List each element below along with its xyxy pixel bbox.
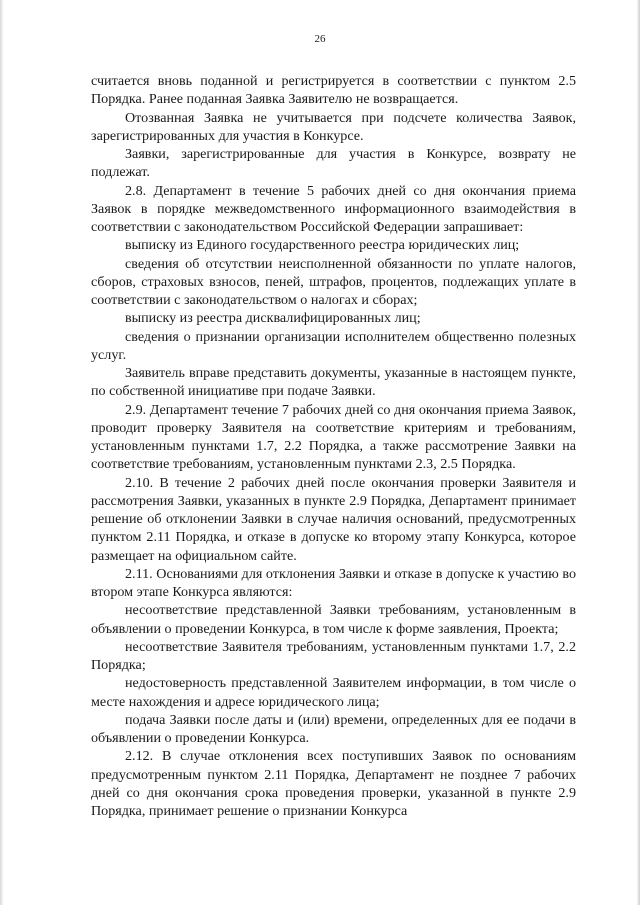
paragraph-clause-2-10: 2.10. В течение 2 рабочих дней после окончания проверки Заявителя и рассмотрения Заявки, указанных в пункте 2.9 Порядка, Департамент принимает решение об отклонении Заявки в случае наличия оснований, предусмотренных пунктом 2.11 Порядка, и отказе в допуске ко второму этапу Конкурса, которое размещает на официальном сайте.: [91, 474, 576, 564]
list-item: сведения об отсутствии неисполненной обязанности по уплате налогов, сборов, страховых взносов, пеней, штрафов, процентов, подлежащих уплате в соответствии с законодательством о налогах и сборах;: [91, 255, 576, 308]
list-item: подача Заявки после даты и (или) времени, определенных для ее подачи в объявлении о проведении Конкурса.: [91, 711, 576, 746]
scan-edge-left: [0, 0, 3, 905]
paragraph-clause-2-11: 2.11. Основаниями для отклонения Заявки и отказе в допуске к участию во втором этапе Конкурса являются:: [91, 565, 576, 600]
list-item: сведения о признании организации исполнителем общественно полезных услуг.: [91, 328, 576, 363]
paragraph: Заявки, зарегистрированные для участия в Конкурсе, возврату не подлежат.: [91, 146, 576, 181]
list-item: недостоверность представленной Заявителем информации, в том числе о месте нахождения и адресе юридического лица;: [91, 675, 576, 710]
list-item: несоответствие Заявителя требованиям, установленным пунктами 1.7, 2.2 Порядка;: [91, 638, 576, 673]
paragraph-clause-2-9: 2.9. Департамент течение 7 рабочих дней со дня окончания приема Заявок, проводит проверку Заявителя на соответствие критериям и требованиям, установленным пунктами 1.7, 2.2 Порядка, а также рассмотрение Заявки на соответствие требованиям, установленным пунктами 2.3, 2.5 Порядка.: [91, 401, 576, 473]
document-body: [91, 72, 576, 820]
page-number: 26: [314, 33, 326, 45]
paragraph-continuation: считается вновь поданной и регистрируется в соответствии с пунктом 2.5 Порядка. Ранее поданная Заявка Заявителю не возвращается.: [91, 73, 576, 108]
paragraph: Заявитель вправе представить документы, указанные в настоящем пункте, по собственной инициативе при подаче Заявки.: [91, 365, 576, 400]
paragraph: Отозванная Заявка не учитывается при подсчете количества Заявок, зарегистрированных для участия в Конкурсе.: [91, 109, 576, 144]
paragraph-clause-2-12: 2.12. В случае отклонения всех поступивших Заявок по основаниям предусмотренным пунктом 2.11 Порядка, Департамент не позднее 7 рабочих дней со дня окончания срока проведения проверки, указанной в пункте 2.9 Порядка, принимает решение о признании Конкурса: [91, 748, 576, 819]
paragraph-clause-2-8: 2.8. Департамент в течение 5 рабочих дней со дня окончания приема Заявок в порядке межведомственного информационного взаимодействия в соответствии с законодательством Российской Федерации запрашивает:: [91, 182, 576, 235]
list-item: несоответствие представленной Заявки требованиям, установленным в объявлении о проведении Конкурса, в том числе к форме заявления, Проекта;: [91, 602, 576, 637]
list-item: выписку из Единого государственного реестра юридических лиц;: [125, 237, 520, 254]
list-item: выписку из реестра дисквалифицированных лиц;: [125, 310, 421, 327]
